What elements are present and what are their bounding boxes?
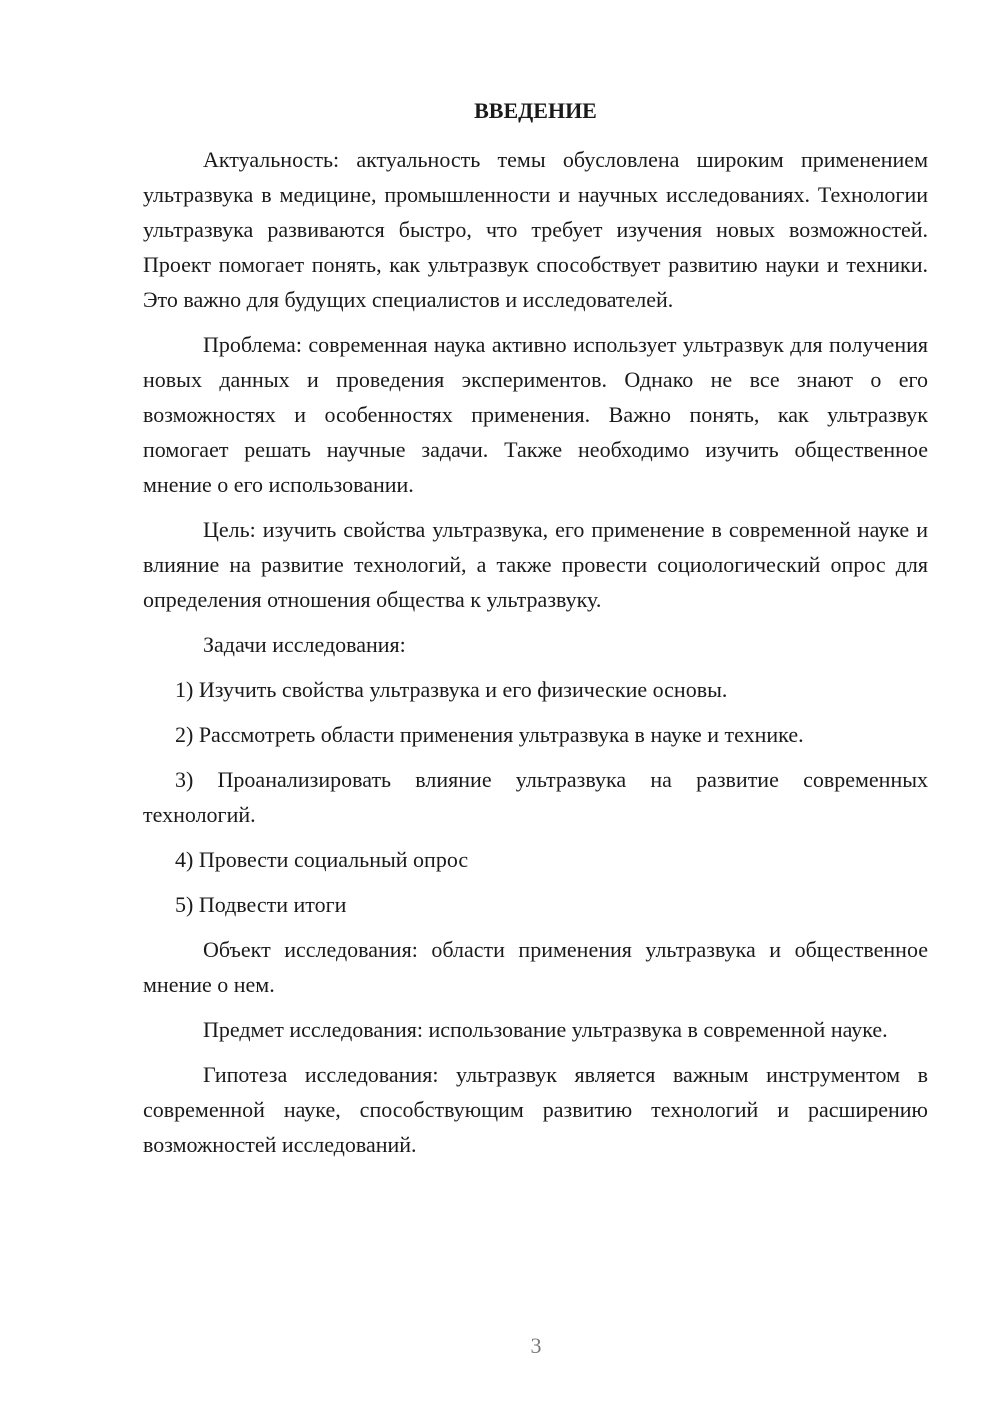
goal-paragraph: Цель: изучить свойства ультразвука, его применение в современной науке и влияние на развитие технологий, а также провести социологический опрос для определения отношения общества к ультразвуку. [143, 517, 928, 612]
task-item: 4) Провести социальный опрос [175, 847, 469, 872]
problem-paragraph: Проблема: современная наука активно использует ультразвук для получения новых данных и проведения экспериментов. Однако не все знают о его возможностях и особенностях применения. Важно понять, как ультразвук помогает решать научные задачи. Также необходимо изучить общественное мнение о его использовании. [143, 332, 928, 497]
relevance-paragraph: Актуальность: актуальность темы обусловлена широким применением ультразвука в медицине, промышленности и научных исследованиях. Технологии ультразвука развиваются быстро, что требует изучения новых возможностей. Проект помогает понять, как ультразвук способствует развитию науки и техники. Это важно для будущих специалистов и исследователей. [143, 147, 928, 312]
task-item: 2) Рассмотреть области применения ультразвука в науке и технике. [175, 722, 804, 747]
page-number: 3 [530, 1333, 542, 1358]
subject-paragraph: Предмет исследования: использование ультразвука в современной науке. [203, 1017, 888, 1042]
hypothesis-paragraph: Гипотеза исследования: ультразвук является важным инструментом в современной науке, способствующим развитию технологий и расширению возможностей исследований. [143, 1062, 928, 1157]
task-item: 3) Проанализировать влияние ультразвука на развитие современных технологий. [143, 767, 928, 827]
tasks-title: Задачи исследования: [203, 632, 406, 657]
object-paragraph: Объект исследования: области применения ультразвука и общественное мнение о нем. [143, 937, 928, 997]
task-item: 5) Подвести итоги [175, 892, 347, 917]
page-content [143, 97, 928, 1172]
task-item: 1) Изучить свойства ультразвука и его физические основы. [175, 677, 728, 702]
section-heading: ВВЕДЕНИЕ [474, 98, 597, 123]
